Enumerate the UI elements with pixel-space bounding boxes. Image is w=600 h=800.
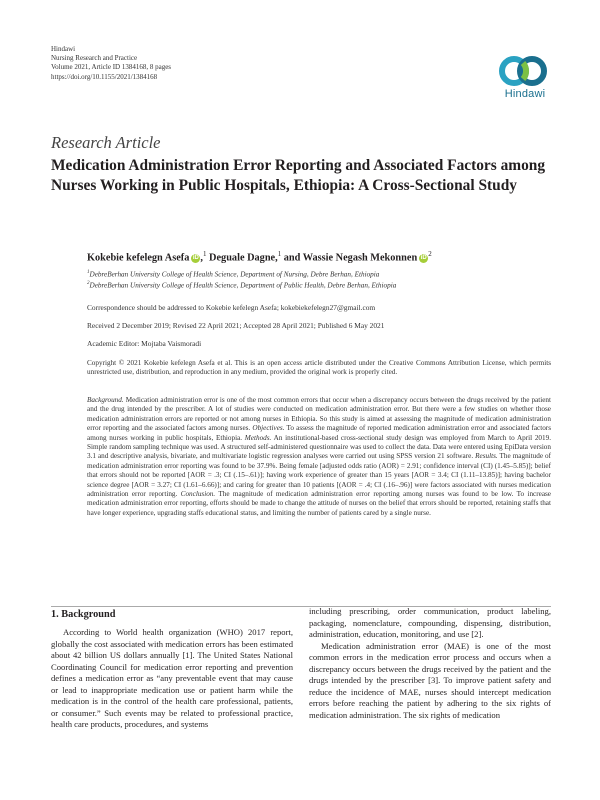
affiliation-1-num: 1	[87, 270, 90, 275]
orcid-icon[interactable]: iD	[420, 255, 427, 262]
publisher-name: Hindawi	[51, 45, 76, 53]
body-column-right	[309, 606, 551, 721]
author-3: Wassie Negash Mekonnen	[302, 252, 418, 264]
publication-dates: Received 2 December 2019; Revised 22 April 2021; Accepted 28 April 2021; Published 6 May 2021	[87, 321, 385, 330]
copyright-notice: Copyright © 2021 Kokebie kefelegn Asefa et al. This is an open access article distributed under the Creative Commons Attribution License, which permits unrestricted use, distribution, and reproduction in any medium, provided the original work is properly cited.	[87, 359, 551, 377]
abstract-results: The magnitude of medication administration error reporting was found to be 37.9%. Being female [adjusted odds ratio (AOR) = 2.91; confidence interval (CI) (1.45–5.85)]; belief that errors should not be reported [AOR = .3; CI (.15–.61)]; having work experience of greater than 15 years [AOR = 3.4; CI (1.11–13.85)]; having bachelor science degree [AOR = 3.27; CI (1.61–6.66)]; and caring for greater than 10 patients [(AOR = .4; CI (.16–.96)] were factors associated with nurses medication administration error reporting.	[87, 452, 552, 499]
affiliation-2-num: 2	[87, 281, 90, 286]
author-and: and	[283, 252, 301, 264]
doi-link[interactable]: https://doi.org/10.1155/2021/1384168	[51, 72, 158, 81]
journal-name: Nursing Research and Practice	[51, 54, 138, 63]
author-1: Kokebie kefelegn Asefa	[87, 252, 190, 264]
affiliation-1-text: DebreBerhan University College of Health Science, Department of Nursing, Debre Berhan, Ethiopia	[89, 270, 380, 279]
orcid-icon[interactable]: iD	[192, 255, 199, 262]
author-2: Deguale Dagne,	[209, 252, 278, 264]
author-1-affil: 1	[202, 250, 207, 258]
abstract-conclusion: The magnitude of medication administration error reporting among nurses was found to be low. To increase medication administration error reporting, efforts should be made to change the attitude of nurses on the belief that errors should be reported, retaining staffs that have longer experience, upgrading staffs educational status, and limiting the number of patients cared by a single nurse.	[87, 490, 551, 517]
volume-info: Volume 2021, Article ID 1384168, 8 pages	[51, 63, 172, 72]
abstract-background: Medication administration error is one of the most common errors that occur when a discrepancy occurs between the drugs received by the patient and the drug intended by the prescriber. A lot of studies were conducted on medication administration error. But there were a few studies on whether those medication administration errors are reported or not among nurses in Ethiopia. So this study is aimed at assessing the magnitude of medication administration error reporting and the associated factors among nurses.	[87, 396, 552, 433]
journal-info	[51, 45, 171, 82]
abstract-conclusion-label: Conclusion.	[180, 490, 216, 499]
body-paragraph: including prescribing, order communication, product labeling, packaging, nomenclature, compounding, dispensing, distribution, administration, education, monitoring, and use [2].	[309, 606, 551, 639]
affiliation-1	[87, 270, 379, 278]
body-paragraph: According to World health organization (WHO) 2017 report, globally the cost associated with medication errors has been estimated about 42 billion US dollars annually [1]. The United States National Coordinating Council for medication error reporting and prevention defines a medication error as “any preventable event that may cause or lead to inappropriate medication use or patient harm while the medication is in the control of the health care professional, patients, or consumer.” Such events may be related to professional practice, health care products, procedures, and systems	[51, 627, 293, 729]
abstract-objectives: To assess the magnitude of reported medication administration error and associated factors among nurses working in public hospitals, Ethiopia.	[87, 424, 552, 442]
abstract	[87, 396, 551, 518]
abstract-methods-label: Methods.	[244, 433, 272, 442]
author-sep: ,	[200, 252, 203, 264]
body-column-left	[51, 627, 293, 731]
hindawi-logo-text: Hindawi	[504, 88, 546, 100]
correspondence: Correspondence should be addressed to Kokebie kefelegn Asefa; kokebiekefelegn27@gmail.com	[87, 303, 376, 312]
affiliation-2-text: DebreBerhan University College of Health Science, Department of Public Health, Debre Berhan, Ethiopia	[89, 281, 397, 290]
affiliation-2	[87, 281, 396, 289]
body-paragraph: Medication administration error (MAE) is one of the most common errors in the medication error process and occurs when a discrepancy occurs between the drugs received by the patient and the drugs intended by the prescriber [3]. To improve patient safety and reduce the incidence of MAE, nurses should intercept medication errors before reaching the patient by adhering to the six rights of medication administration. The six rights of medication	[309, 640, 551, 720]
article-type: Research Article	[51, 133, 161, 152]
author-2-affil: 1	[277, 250, 282, 258]
academic-editor: Academic Editor: Mojtaba Vaismoradi	[87, 339, 202, 348]
abstract-objectives-label: Objectives.	[252, 424, 285, 433]
author-3-affil: 2	[428, 250, 432, 258]
article-title: Medication Administration Error Reporting and Associated Factors among Nurses Working in Public Hospitals, Ethiopia: A Cross-Sectional Study	[51, 157, 546, 194]
author-list	[87, 250, 432, 263]
abstract-results-label: Results.	[475, 452, 498, 461]
abstract-background-label: Background.	[87, 396, 124, 404]
abstract-methods: An institutional-based cross-sectional study design was employed from March to April 2019. Simple random sampling technique was used. A structured self-administered questionnaire was used to collect the data. Data were entered using EpiData version 3.1 and descriptive analysis, bivariate, and multivariate logistic regression analyses were carried out using SPSS version 21 software.	[87, 433, 551, 461]
section-heading: 1. Background	[51, 609, 116, 620]
